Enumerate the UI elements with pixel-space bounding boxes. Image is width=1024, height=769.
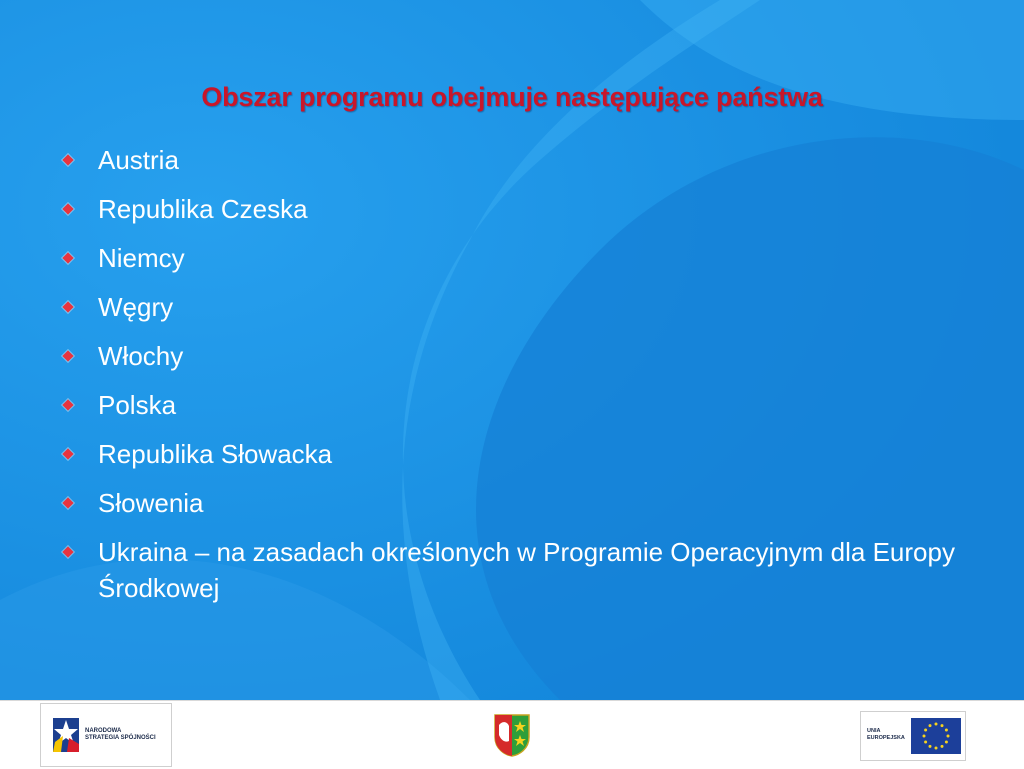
eu-logo-text: UNIA EUROPEJSKA	[867, 728, 905, 741]
list-item	[62, 142, 962, 178]
diamond-bullet-icon	[62, 399, 73, 410]
list-item-text: Austria	[98, 145, 179, 175]
diamond-bullet-icon	[62, 350, 73, 361]
list-item-text: Ukraina – na zasadach określonych w Programie Operacyjnym dla Europy Środkowej	[98, 537, 955, 603]
list-item-text: Niemcy	[98, 243, 185, 273]
diamond-bullet-icon	[62, 448, 73, 459]
diamond-bullet-icon	[62, 203, 73, 214]
eu-logo	[860, 711, 966, 761]
list-item	[62, 534, 962, 606]
list-item	[62, 289, 962, 325]
list-item	[62, 338, 962, 374]
coat-of-arms-icon	[493, 713, 531, 757]
diamond-bullet-icon	[62, 546, 73, 557]
nss-star-logo-icon	[49, 714, 83, 756]
list-item	[62, 240, 962, 276]
list-item-text: Węgry	[98, 292, 174, 322]
slide-title: Obszar programu obejmuje następujące państwa	[201, 82, 823, 112]
list-item	[62, 436, 962, 472]
list-item-text: Polska	[98, 390, 177, 420]
list-item-text: Republika Czeska	[98, 194, 308, 224]
nss-logo	[40, 703, 172, 767]
list-item-text: Włochy	[98, 341, 184, 371]
list-item	[62, 387, 962, 423]
list-item	[62, 191, 962, 227]
nss-logo-text: NARODOWA STRATEGIA SPÓJNOŚCI	[85, 728, 156, 741]
list-item	[62, 485, 962, 521]
list-item-text: Republika Słowacka	[98, 439, 333, 469]
list-item-text: Słowenia	[98, 488, 204, 518]
diamond-bullet-icon	[62, 497, 73, 508]
diamond-bullet-icon	[62, 301, 73, 312]
diamond-bullet-icon	[62, 154, 73, 165]
footer-bar	[0, 700, 1024, 769]
diamond-bullet-icon	[62, 252, 73, 263]
country-list	[62, 142, 962, 619]
eu-flag-icon	[911, 718, 961, 754]
